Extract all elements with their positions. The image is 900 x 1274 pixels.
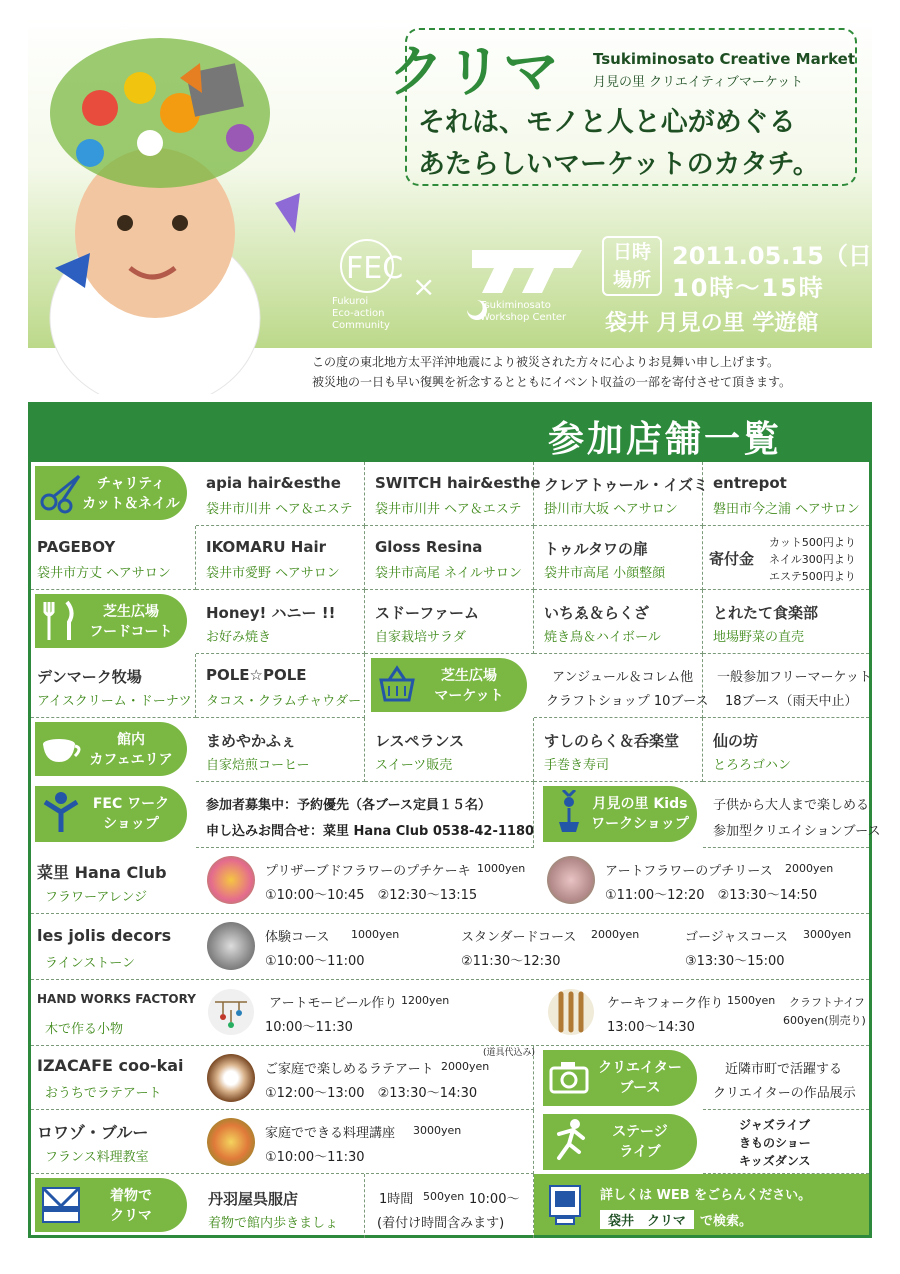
category-label: 月見の里 Kids bbox=[592, 796, 688, 812]
workshop-row bbox=[31, 980, 869, 1046]
shop-cell bbox=[196, 590, 365, 654]
category-label: カット＆ネイル bbox=[82, 496, 180, 512]
shop-desc: アイスクリーム・ドーナツ bbox=[37, 694, 192, 709]
shop-desc: 自家焙煎コーヒー bbox=[206, 758, 310, 773]
course-times: ③13:30～15:00 bbox=[685, 954, 785, 969]
shop-name: スドーファーム bbox=[375, 604, 479, 622]
course-price: 1000yen bbox=[351, 928, 400, 941]
workshop-info-line: 参加者募集中：予約優先（各ブース定員１５名） bbox=[206, 798, 491, 813]
fec-line-2: Eco-action bbox=[332, 308, 385, 319]
workshop-row bbox=[31, 914, 869, 980]
shop-cell bbox=[703, 590, 869, 654]
shop-name: 丹羽屋呉服店 bbox=[208, 1190, 299, 1208]
kids-info-line: 子供から大人まで楽しめる bbox=[713, 798, 870, 813]
category-stage-live bbox=[543, 1114, 697, 1170]
note-line-1: この度の東北地方太平洋沖地震により被災された方々に心よりお見舞い申し上げます。 bbox=[312, 355, 780, 369]
kids-info-cell bbox=[703, 782, 881, 848]
shop-cell bbox=[365, 462, 541, 526]
shop-name: すしのらく＆呑楽堂 bbox=[544, 732, 680, 750]
category-label: チャリティ bbox=[96, 476, 166, 492]
course-times: ②11:30～12:30 bbox=[461, 954, 561, 969]
shop-cell bbox=[534, 462, 709, 526]
shop-cell bbox=[703, 462, 869, 526]
course-note: (道具代込み) bbox=[483, 1048, 536, 1058]
stage-item: ジャズライブ bbox=[739, 1118, 811, 1132]
category-label: 着物で bbox=[110, 1188, 152, 1204]
shop-cell bbox=[196, 1174, 365, 1238]
subtitle-en: Tsukiminosato Creative Market bbox=[593, 50, 856, 68]
shop-name: les jolis decors bbox=[37, 926, 172, 945]
shop-desc: 掛川市大坂 ヘアサロン bbox=[544, 502, 678, 517]
category-charity bbox=[35, 466, 187, 520]
wooden-fork-thumb bbox=[547, 988, 595, 1036]
category-label: ライブ bbox=[619, 1144, 661, 1160]
shop-cell bbox=[31, 654, 196, 718]
shop-cell bbox=[365, 590, 534, 654]
donation-label: 寄付金 bbox=[709, 550, 755, 568]
market-cell bbox=[703, 654, 872, 718]
shop-name: レスペランス bbox=[375, 732, 465, 750]
date-place-labels bbox=[602, 236, 662, 296]
mobile-art-thumb bbox=[207, 988, 255, 1036]
workshop-info-line: 申し込みお問合せ：菜里 Hana Club 0538-42-1180 bbox=[206, 824, 535, 839]
category-label: ワークショップ bbox=[591, 816, 689, 832]
course-times: ①10:00～11:00 bbox=[265, 954, 365, 969]
shop-name: クレアトゥール・イズミ bbox=[544, 476, 709, 494]
shop-name: いちゑ＆らくざ bbox=[544, 604, 650, 622]
shop-cell bbox=[534, 590, 703, 654]
tws-line-1: Tsukiminosato bbox=[480, 300, 551, 311]
donation-item: カット500円より bbox=[769, 536, 856, 549]
course-price: 3000yen bbox=[803, 928, 852, 941]
shop-cell bbox=[196, 718, 365, 782]
market-line: アンジュール＆コレム他 bbox=[552, 670, 694, 685]
scissors-icon bbox=[39, 470, 83, 514]
shop-desc: 袋井市高尾 ネイルサロン bbox=[375, 566, 522, 581]
workshop-row bbox=[31, 1046, 534, 1110]
flower-cake-thumb bbox=[207, 856, 255, 904]
kimono-time: 10:00～ bbox=[469, 1192, 520, 1207]
shop-cell bbox=[365, 718, 534, 782]
shop-desc: タコス・クラムチャウダー bbox=[206, 694, 362, 709]
note-line-2: 被災地の一日も早い復興を祈念するとともにイベント収益の一部を寄付させて頂きます。 bbox=[312, 375, 792, 389]
shop-desc: 袋井市川井 ヘア＆エステ bbox=[375, 502, 522, 517]
list-title: 参加店舗一覧 bbox=[548, 419, 783, 460]
web-info-banner bbox=[534, 1174, 869, 1235]
course-title: アートフラワーのプチリース bbox=[605, 864, 773, 879]
shop-name: apia hair&esthe bbox=[206, 474, 341, 492]
workshop-row bbox=[31, 848, 869, 914]
shop-desc: 自家栽培サラダ bbox=[375, 630, 466, 645]
category-label: クリマ bbox=[110, 1208, 152, 1224]
web-info-line: で検索。 bbox=[700, 1214, 753, 1229]
course-note: クラフトナイフ bbox=[789, 996, 865, 1009]
shop-name: IKOMARU Hair bbox=[206, 538, 326, 556]
category-cafe bbox=[35, 722, 187, 776]
shop-name: Honey! ハニー !! bbox=[206, 604, 336, 622]
shop-desc: ラインストーン bbox=[45, 956, 135, 971]
shop-desc: 木で作る小物 bbox=[45, 1022, 124, 1037]
category-label: 芝生広場 bbox=[103, 604, 159, 620]
shop-desc: 袋井市川井 ヘア＆エステ bbox=[206, 502, 353, 517]
computer-icon bbox=[546, 1184, 586, 1226]
stage-item: キッズダンス bbox=[739, 1154, 811, 1168]
date-label: 日時 bbox=[612, 241, 651, 263]
shop-desc: 袋井市愛野 ヘアサロン bbox=[206, 566, 340, 581]
baby-flower-illustration bbox=[30, 18, 300, 394]
tws-line-2: Workshop Center bbox=[480, 312, 567, 323]
creator-info-line: 近隣市町で活躍する bbox=[725, 1062, 843, 1077]
event-venue: 袋井 月見の里 学遊館 bbox=[605, 311, 819, 336]
camera-icon bbox=[547, 1054, 591, 1098]
shop-name: POLE☆POLE bbox=[206, 666, 307, 684]
course-times: ①11:00～12:20 ②13:30～14:50 bbox=[605, 888, 818, 903]
course-title: 家庭でできる料理講座 bbox=[265, 1126, 396, 1141]
workshop-info-cell bbox=[196, 782, 534, 848]
latte-art-thumb bbox=[207, 1054, 255, 1102]
category-fec-workshop bbox=[35, 786, 187, 842]
fec-caption bbox=[332, 296, 390, 332]
event-time: 10時～15時 bbox=[672, 274, 825, 302]
web-info-line: 詳しくは WEB をごらんください。 bbox=[600, 1188, 812, 1203]
shop-cell bbox=[365, 526, 534, 590]
course-price: 1200yen bbox=[401, 994, 450, 1007]
course-price: 2000yen bbox=[591, 928, 640, 941]
shop-name: 仙の坊 bbox=[713, 732, 759, 750]
category-label: カフェエリア bbox=[89, 752, 173, 768]
shop-name: まめやかふぇ bbox=[206, 732, 297, 750]
shop-desc: 磐田市今之浦 ヘアサロン bbox=[713, 502, 860, 517]
shop-desc: 焼き鳥＆ハイボール bbox=[544, 630, 661, 645]
shop-desc: おうちでラテアート bbox=[45, 1086, 162, 1101]
fec-line-1: Fukuroi bbox=[332, 296, 369, 307]
course-price: 2000yen bbox=[441, 1060, 490, 1073]
shop-name: PAGEBOY bbox=[37, 538, 116, 556]
course-title: ご家庭で楽しめるラテアート bbox=[265, 1062, 434, 1077]
subtitle-jp: 月見の里 クリエイティブマーケット bbox=[593, 75, 804, 90]
category-kids-workshop bbox=[543, 786, 697, 842]
market-cell bbox=[534, 654, 709, 718]
shop-name: SWITCH hair&esthe bbox=[375, 474, 541, 492]
shop-desc: お好み焼き bbox=[206, 630, 272, 645]
flower-wreath-thumb bbox=[547, 856, 595, 904]
tagline-line-1: それは、モノと人と心がめぐる bbox=[418, 107, 796, 138]
fec-line-3: Community bbox=[332, 320, 390, 331]
stage-info-cell bbox=[703, 1110, 869, 1174]
course-times: 13:00～14:30 bbox=[607, 1020, 695, 1035]
condolence-note bbox=[312, 352, 791, 392]
french-dish-thumb bbox=[207, 1118, 255, 1166]
shop-desc: フランス料理教室 bbox=[45, 1150, 149, 1165]
times-sign: × bbox=[412, 270, 436, 303]
shop-name: デンマーク牧場 bbox=[37, 668, 142, 686]
search-keyword: 袋井 クリマ bbox=[600, 1210, 694, 1229]
shop-name: entrepot bbox=[713, 474, 787, 492]
shop-desc: とろろゴハン bbox=[713, 758, 792, 773]
course-title: スタンダードコース bbox=[461, 930, 577, 945]
shop-desc: フラワーアレンジ bbox=[45, 890, 148, 905]
shop-cell bbox=[196, 462, 365, 526]
shop-desc: 袋井市高尾 小顔整顔 bbox=[544, 566, 666, 581]
shop-grid bbox=[28, 462, 881, 1238]
workshop-row bbox=[31, 1110, 534, 1174]
rhinestone-thumb bbox=[207, 922, 255, 970]
category-label: FEC ワーク bbox=[92, 796, 170, 812]
donation-cell bbox=[703, 526, 869, 590]
runner-icon bbox=[547, 1118, 591, 1162]
course-times: 10:00～11:30 bbox=[265, 1020, 353, 1035]
category-label: クリエイター bbox=[598, 1060, 682, 1076]
category-label: ショップ bbox=[103, 816, 159, 832]
category-label: 館内 bbox=[117, 732, 145, 748]
course-price: 1500yen bbox=[727, 994, 776, 1007]
course-title: アートモービール作り bbox=[269, 996, 398, 1011]
kimono-duration: 1時間 bbox=[379, 1192, 414, 1207]
shop-cell bbox=[534, 718, 703, 782]
course-title: 体験コース bbox=[265, 930, 330, 945]
shop-cell bbox=[31, 526, 196, 590]
flower-pot-icon bbox=[547, 790, 591, 834]
kimono-price: 500yen bbox=[423, 1190, 465, 1203]
shop-desc: 着物で館内歩きましょ bbox=[208, 1216, 339, 1231]
shop-name: ロワゾ・ブルー bbox=[37, 1123, 149, 1142]
shop-desc: 袋井市方丈 ヘアサロン bbox=[37, 566, 171, 581]
shop-desc: スイーツ販売 bbox=[375, 758, 453, 773]
shop-name: 菜里 Hana Club bbox=[37, 863, 167, 882]
donation-item: エステ500円より bbox=[769, 570, 856, 583]
category-label: マーケット bbox=[434, 688, 504, 704]
tws-caption bbox=[480, 300, 566, 324]
shop-name: トゥルタワの扉 bbox=[544, 540, 649, 558]
shop-cell bbox=[703, 718, 869, 782]
kimono-info-cell bbox=[365, 1174, 534, 1238]
category-label: フードコート bbox=[89, 624, 173, 640]
category-foodcourt bbox=[35, 594, 187, 648]
market-line: 一般参加フリーマーケット bbox=[717, 670, 872, 685]
tagline-line-2: あたらしいマーケットのカタチ。 bbox=[418, 149, 820, 180]
tagline bbox=[418, 102, 820, 186]
course-times: ①12:00～13:00 ②13:30～14:30 bbox=[265, 1086, 478, 1101]
course-price: 3000yen bbox=[413, 1124, 462, 1137]
kids-info-line: 参加型クリエイションブース bbox=[713, 824, 881, 839]
shop-desc: 地場野菜の直売 bbox=[713, 630, 805, 645]
category-kimono bbox=[35, 1178, 187, 1232]
creator-info-cell bbox=[703, 1046, 869, 1110]
person-icon bbox=[39, 790, 83, 834]
shop-desc: 手巻き寿司 bbox=[544, 758, 610, 773]
category-market bbox=[371, 658, 527, 712]
category-creator-booth bbox=[543, 1050, 697, 1106]
event-title: クリマ bbox=[388, 40, 561, 105]
fork-knife-icon bbox=[39, 598, 83, 642]
course-note: 600yen(別売り) bbox=[783, 1014, 866, 1027]
shop-cell bbox=[534, 526, 703, 590]
shop-name: とれたて食楽部 bbox=[713, 604, 819, 622]
shop-name: HAND WORKS FACTORY bbox=[37, 992, 196, 1006]
category-label: 芝生広場 bbox=[441, 668, 497, 684]
category-label: ブース bbox=[619, 1080, 661, 1096]
course-price: 2000yen bbox=[785, 862, 834, 875]
market-line: クラフトショップ 10ブース bbox=[546, 694, 709, 709]
course-title: プリザーブドフラワーのプチケーキ bbox=[265, 864, 471, 879]
donation-item: ネイル300円より bbox=[769, 553, 856, 566]
shop-name: IZACAFE coo-kai bbox=[37, 1056, 184, 1075]
shop-cell bbox=[196, 526, 365, 590]
course-times: ①10:00～10:45 ②12:30～13:15 bbox=[265, 888, 478, 903]
creator-info-line: クリエイターの作品展示 bbox=[713, 1086, 856, 1101]
basket-icon bbox=[375, 662, 419, 706]
market-line: 18ブース（雨天中止） bbox=[725, 694, 858, 709]
place-label: 場所 bbox=[612, 269, 651, 291]
stage-item: きものショー bbox=[739, 1136, 811, 1150]
shop-name: Gloss Resina bbox=[375, 538, 483, 556]
category-label: ステージ bbox=[612, 1124, 668, 1140]
kimono-icon bbox=[39, 1182, 83, 1226]
course-title: ケーキフォーク作り bbox=[607, 996, 724, 1011]
course-price: 1000yen bbox=[477, 862, 526, 875]
course-title: ゴージャスコース bbox=[685, 930, 788, 945]
kimono-note: (着付け時間含みます) bbox=[377, 1216, 505, 1231]
coffee-cup-icon bbox=[39, 726, 83, 770]
event-date: 2011.05.15（日） bbox=[672, 242, 896, 270]
shop-cell bbox=[196, 654, 365, 718]
course-times: ①10:00～11:30 bbox=[265, 1150, 365, 1165]
svg-text:FEC: FEC bbox=[346, 251, 404, 286]
